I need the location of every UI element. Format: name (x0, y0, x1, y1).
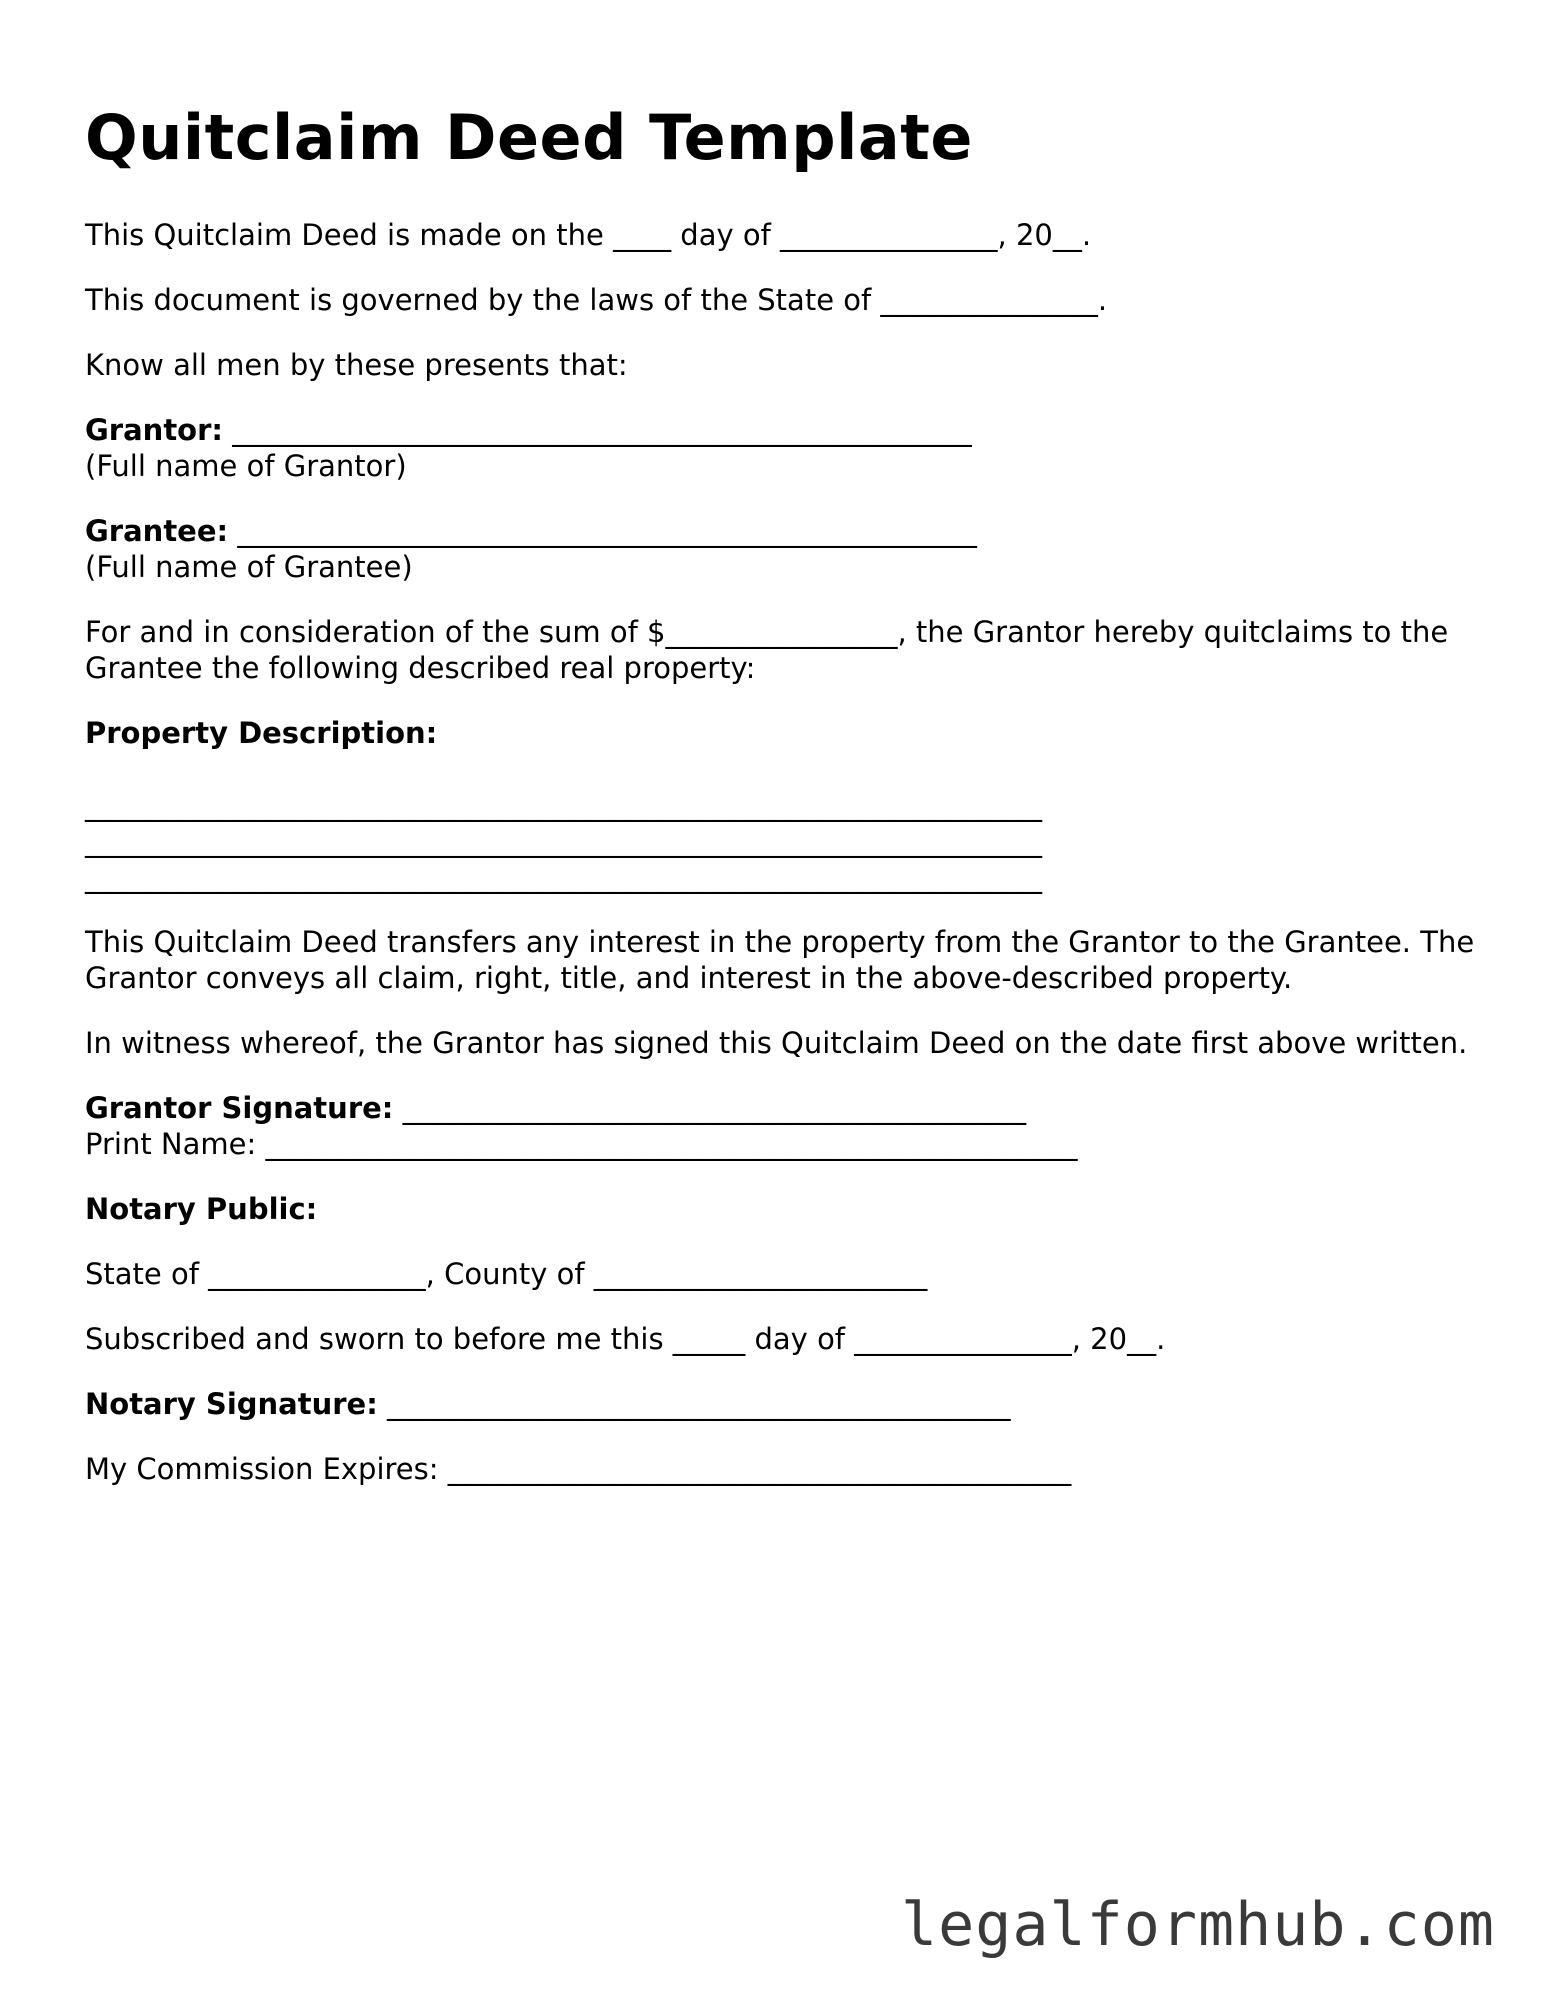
notary-heading: Notary Public: (85, 1192, 318, 1227)
commission-expires-field[interactable]: My Commission Expires: ___________________________________________ (85, 1452, 1072, 1487)
watermark: legalformhub.com (901, 1890, 1495, 1960)
governing-law-paragraph: This document is governed by the laws of the State of _______________. (85, 283, 1108, 318)
grantor-signature-label: Grantor Signature: (85, 1091, 394, 1126)
grantee-hint: (Full name of Grantee) (85, 550, 413, 585)
notary-sworn-statement[interactable]: Subscribed and sworn to before me this _____ day of _______________, 20__. (85, 1322, 1166, 1357)
consideration-paragraph: For and in consideration of the sum of $________________, the Grantor hereby quitclaims to the Grantee the following described real property: (85, 615, 1449, 686)
grantor-block (85, 412, 1485, 484)
notary-signature-block (85, 1386, 1485, 1422)
property-description-label: Property Description: (85, 716, 438, 751)
witness-statement: In witness whereof, the Grantor has signed this Quitclaim Deed on the date first above written. (85, 1026, 1468, 1061)
grantor-signature-field[interactable]: ___________________________________________ (393, 1091, 1027, 1126)
notary-signature-field[interactable]: ___________________________________________ (377, 1387, 1011, 1422)
grantee-name-field[interactable]: ___________________________________________________ (228, 514, 977, 549)
grantee-label: Grantee: (85, 514, 229, 549)
property-description-line-1[interactable]: __________________________________________________________________ (85, 788, 1042, 823)
grantor-hint: (Full name of Grantor) (85, 449, 407, 484)
notary-signature-label: Notary Signature: (85, 1387, 378, 1422)
grantee-block (85, 513, 1485, 585)
grantor-label: Grantor: (85, 413, 224, 448)
notary-state-county[interactable]: State of _______________, County of _______________________ (85, 1257, 928, 1292)
page-title: Quitclaim Deed Template (85, 101, 973, 174)
grantor-signature-block (85, 1090, 1485, 1162)
grantor-name-field[interactable]: ___________________________________________________ (223, 413, 972, 448)
property-description-lines (85, 787, 1485, 895)
know-all-paragraph: Know all men by these presents that: (85, 348, 628, 383)
print-name-field[interactable]: Print Name: ________________________________________________________ (85, 1127, 1078, 1162)
property-description-line-3[interactable]: __________________________________________________________________ (85, 860, 1042, 895)
intro-paragraph: This Quitclaim Deed is made on the ____ day of _______________, 20__. (85, 218, 1092, 253)
transfer-statement: This Quitclaim Deed transfers any interest in the property from the Grantor to the Grantee. The Grantor conveys all claim, right, title, and interest in the above-described property. (85, 925, 1475, 996)
document-page (85, 102, 1485, 1516)
property-description-line-2[interactable]: __________________________________________________________________ (85, 824, 1042, 859)
